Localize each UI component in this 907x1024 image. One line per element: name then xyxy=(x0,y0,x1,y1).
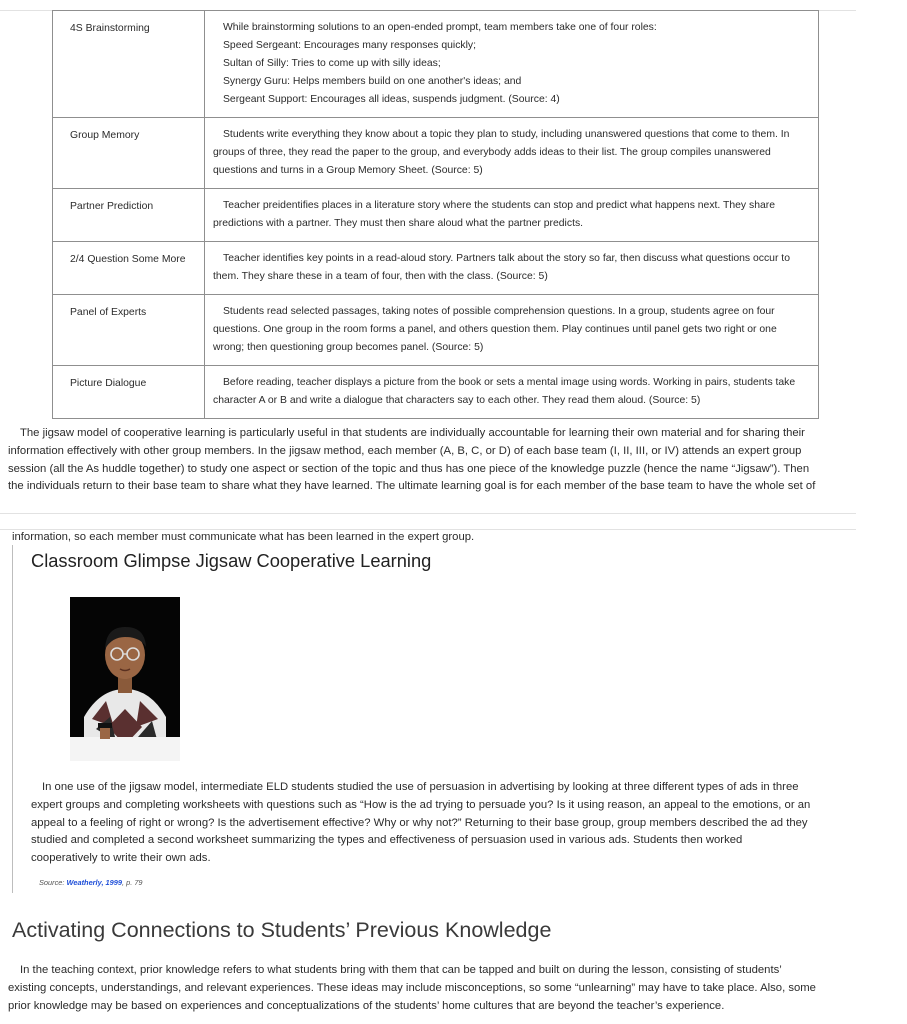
strategy-row xyxy=(53,11,819,118)
strategy-description xyxy=(205,189,819,242)
strategy-row xyxy=(53,366,819,419)
glimpse-story xyxy=(31,779,891,868)
paragraph-line: session (all the As huddle together) to study one aspect or section of the topic and thus has one piece of the knowledge puzzle (hence the name “Jigsaw”). Then xyxy=(8,462,810,475)
description-line: predictions with a partner. They must then share aloud what the partner predicts. xyxy=(213,218,584,229)
strategy-name: 2/4 Question Some More xyxy=(53,242,205,295)
strategy-name: Picture Dialogue xyxy=(53,366,205,419)
strategy-description xyxy=(205,118,819,189)
section-heading: Activating Connections to Students’ Previous Knowledge xyxy=(12,918,552,942)
story-line: appeal to a feeling of right or wrong? Is the advertisement effective? Why or why not?” Returning to their base group, group members described the ad they xyxy=(31,816,808,829)
story-line: expert groups and completing worksheets with questions such as “How is the ad trying to persuade you? Is it using reason, an appeal to the emotions, or an xyxy=(31,798,811,811)
strategy-name: Panel of Experts xyxy=(53,295,205,366)
strategy-row xyxy=(53,189,819,242)
paragraph-line: The jigsaw model of cooperative learning is particularly useful in that students are individually accountable for learning their own material and for sharing their xyxy=(20,427,805,439)
glimpse-source xyxy=(39,878,143,887)
paragraph-line: the individuals return to their base team to share what they have learned. The ultimate learning goal is for each member of the base team to have the whole set of xyxy=(8,480,816,493)
story-line: cooperatively to write their own ads. xyxy=(31,852,211,865)
prior-knowledge-paragraph xyxy=(8,962,900,1015)
description-line: Speed Sergeant: Encourages many responses quickly; xyxy=(223,40,476,51)
description-line: Students write everything they know about a topic they plan to study, including unanswered questions that come to them. In xyxy=(223,129,790,140)
strategy-name: Group Memory xyxy=(53,118,205,189)
strategy-row xyxy=(53,242,819,295)
strategy-description xyxy=(205,242,819,295)
description-line: questions and turns in a Group Memory Sheet. (Source: 5) xyxy=(213,165,483,176)
paragraph-line: In the teaching context, prior knowledge refers to what students bring with them that can be tapped and built on during the lesson, consisting of students’ xyxy=(20,964,782,976)
strategy-row xyxy=(53,118,819,189)
story-line: studied and completed a second worksheet summarizing the types and effectiveness of persuasion used in various ads. Students then worked xyxy=(31,834,743,847)
strategies-table xyxy=(52,10,819,419)
paragraph-line: existing concepts, understandings, and relevant experiences. These ideas may include misconceptions, so some “unlearning” may have to take place. Also, some xyxy=(8,981,816,994)
description-line: Students read selected passages, taking notes of possible comprehension questions. In a group, students agree on four xyxy=(223,306,775,317)
glimpse-sidebar-rule xyxy=(12,545,13,893)
jigsaw-paragraph-continuation: information, so each member must communicate what has been learned in the expert group. xyxy=(12,531,475,543)
strategy-description xyxy=(205,295,819,366)
description-line: While brainstorming solutions to an open-ended prompt, team members take one of four roles: xyxy=(223,22,657,33)
source-prefix: Source: xyxy=(39,878,67,887)
strategy-name: Partner Prediction xyxy=(53,189,205,242)
strategy-row xyxy=(53,295,819,366)
description-line: Before reading, teacher displays a picture from the book or sets a mental image using words. Working in pairs, students take xyxy=(223,377,796,388)
student-thinking-photo xyxy=(70,597,180,761)
description-line: groups of three, they read the paper to the group, and everybody adds ideas to their list. The group compiles unanswered xyxy=(213,147,771,158)
description-line: Teacher preidentifies places in a literature story where the students can stop and predict what happens next. They share xyxy=(223,200,775,211)
strategy-name: 4S Brainstorming xyxy=(53,11,205,118)
description-line: Sergeant Support: Encourages all ideas, suspends judgment. (Source: 4) xyxy=(223,94,560,105)
source-suffix: , p. 79 xyxy=(122,878,143,887)
paragraph-line: prior knowledge may be based on experiences and conceptualizations of the students’ home cultures that are beyond the teacher’s experience. xyxy=(8,999,725,1012)
story-line: In one use of the jigsaw model, intermediate ELD students studied the use of persuasion in advertising by looking at three different types of ads in three xyxy=(42,781,799,793)
description-line: wrong; then questioning group becomes panel. (Source: 5) xyxy=(213,342,484,353)
description-line: Sultan of Silly: Tries to come up with silly ideas; xyxy=(223,58,441,69)
strategy-description xyxy=(205,11,819,118)
page-break-divider xyxy=(0,513,856,514)
paragraph-line: information effectively with other group members. In the jigsaw method, each member (A, B, C, or D) of each base team (I, II, III, or IV) attends an expert group xyxy=(8,444,802,457)
description-line: them. They share these in a team of four, then with the class. (Source: 5) xyxy=(213,271,548,282)
description-line: questions. One group in the room forms a panel, and others question them. Play continues until panel gets two right or one xyxy=(213,324,777,335)
jigsaw-paragraph xyxy=(8,425,900,496)
source-link[interactable]: Weatherly, 1999 xyxy=(66,878,122,887)
description-line: Teacher identifies key points in a read-aloud story. Partners talk about the story so far, then discuss what questions occur to xyxy=(223,253,790,264)
glimpse-title: Classroom Glimpse Jigsaw Cooperative Learning xyxy=(31,550,432,571)
strategy-description xyxy=(205,366,819,419)
description-line: character A or B and write a dialogue that characters say to each other. They read them aloud. (Source: 5) xyxy=(213,395,701,406)
description-line: Synergy Guru: Helps members build on one another's ideas; and xyxy=(223,76,522,87)
